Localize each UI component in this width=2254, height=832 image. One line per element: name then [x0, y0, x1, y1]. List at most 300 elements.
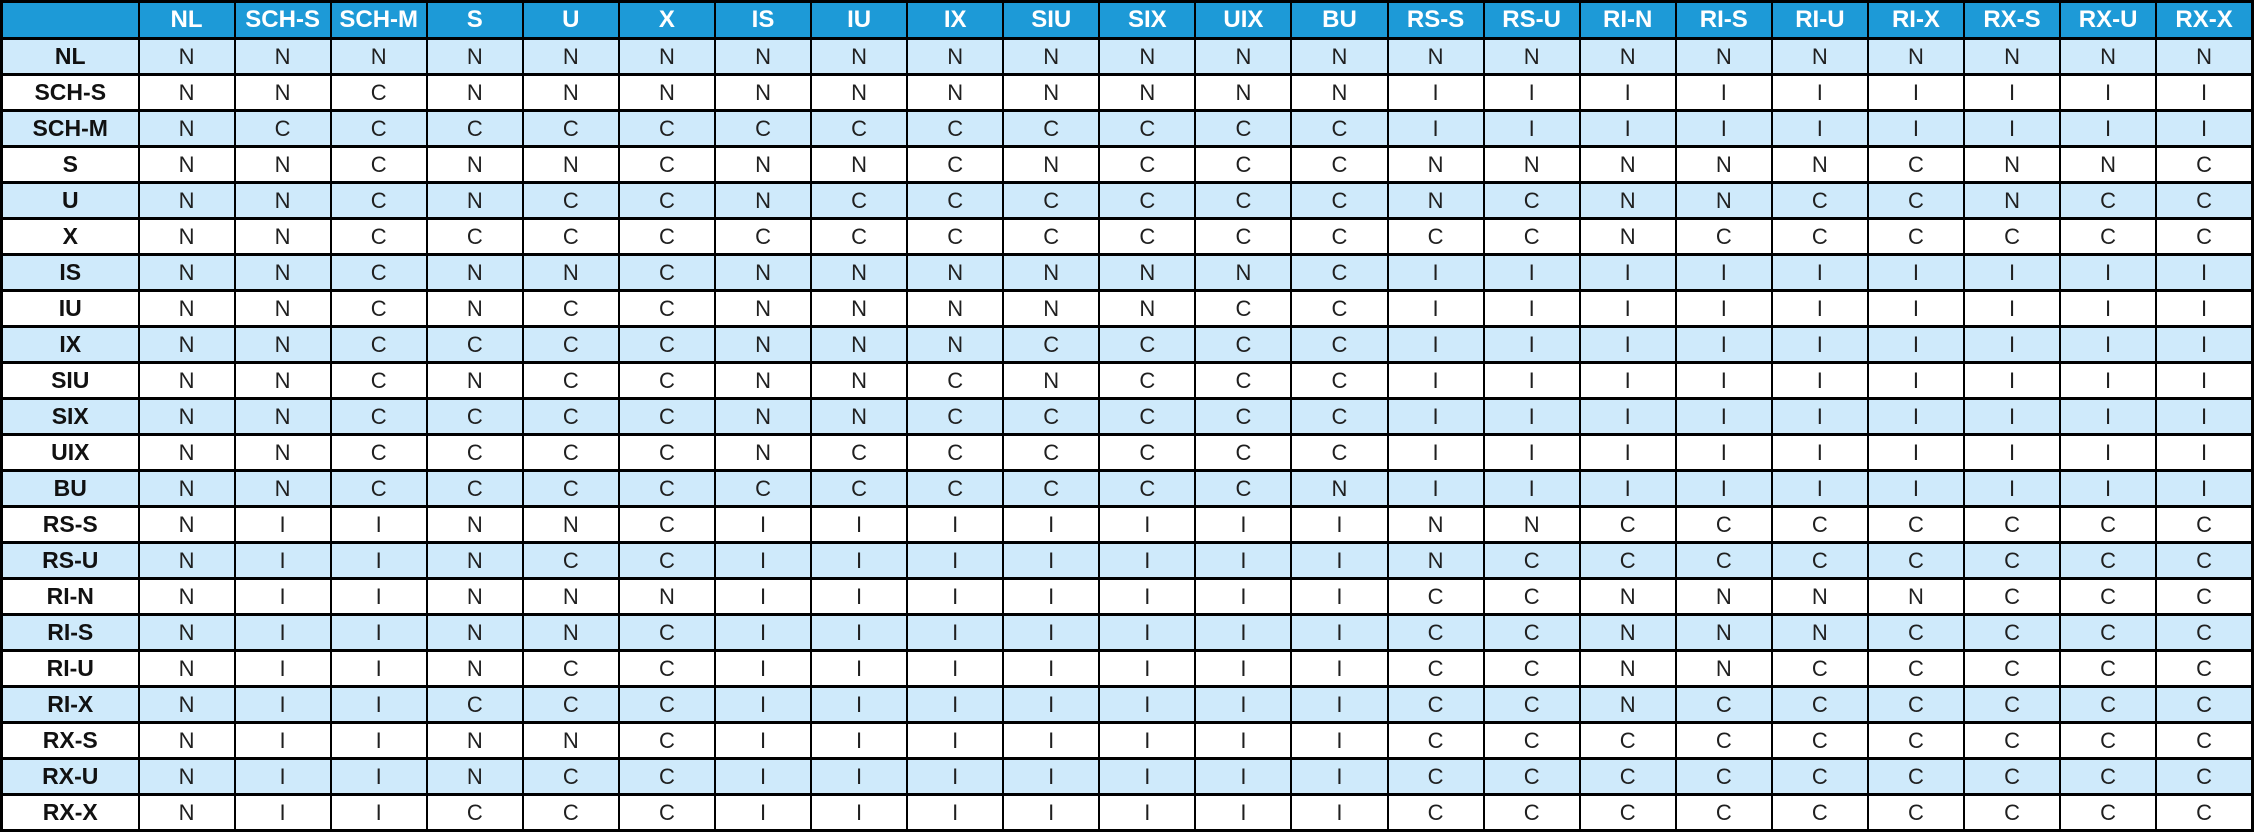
matrix-cell: I	[2156, 363, 2252, 399]
matrix-cell: N	[427, 147, 523, 183]
matrix-cell: N	[1291, 471, 1387, 507]
matrix-cell: I	[1388, 399, 1484, 435]
matrix-cell: C	[1676, 543, 1772, 579]
matrix-cell: C	[331, 471, 427, 507]
matrix-cell: I	[1772, 75, 1868, 111]
matrix-cell: N	[235, 219, 331, 255]
matrix-cell: N	[139, 687, 235, 723]
matrix-cell: N	[139, 651, 235, 687]
matrix-cell: C	[1099, 471, 1195, 507]
matrix-cell: I	[1003, 615, 1099, 651]
matrix-cell: N	[139, 147, 235, 183]
column-header-rx-x: RX-X	[2156, 2, 2252, 39]
matrix-cell: C	[2060, 687, 2156, 723]
row-header-ri-x: RI-X	[2, 687, 139, 723]
matrix-cell: I	[2060, 291, 2156, 327]
matrix-cell: I	[235, 507, 331, 543]
matrix-cell: N	[1676, 39, 1772, 75]
matrix-cell: N	[715, 75, 811, 111]
matrix-cell: I	[1003, 687, 1099, 723]
matrix-cell: C	[1484, 651, 1580, 687]
matrix-cell: N	[139, 615, 235, 651]
column-header-rs-s: RS-S	[1388, 2, 1484, 39]
matrix-cell: N	[427, 255, 523, 291]
matrix-cell: N	[139, 255, 235, 291]
matrix-cell: I	[1291, 507, 1387, 543]
matrix-cell: C	[523, 111, 619, 147]
matrix-cell: C	[1195, 219, 1291, 255]
matrix-cell: I	[811, 543, 907, 579]
matrix-cell: C	[1291, 147, 1387, 183]
matrix-cell: I	[811, 723, 907, 759]
matrix-cell: N	[1195, 75, 1291, 111]
matrix-cell: I	[1003, 543, 1099, 579]
matrix-cell: I	[907, 615, 1003, 651]
matrix-cell: N	[427, 543, 523, 579]
matrix-cell: C	[2060, 219, 2156, 255]
matrix-cell: I	[1291, 723, 1387, 759]
matrix-cell: N	[1676, 147, 1772, 183]
matrix-cell: I	[1195, 651, 1291, 687]
matrix-cell: I	[2060, 435, 2156, 471]
matrix-cell: C	[523, 471, 619, 507]
matrix-cell: N	[139, 75, 235, 111]
matrix-cell: C	[1868, 183, 1964, 219]
matrix-cell: I	[1676, 363, 1772, 399]
matrix-cell: C	[1964, 507, 2060, 543]
matrix-cell: I	[1099, 651, 1195, 687]
matrix-cell: C	[1772, 507, 1868, 543]
matrix-cell: N	[427, 723, 523, 759]
matrix-cell: I	[235, 723, 331, 759]
matrix-cell: N	[1580, 39, 1676, 75]
row-header-rs-s: RS-S	[2, 507, 139, 543]
matrix-cell: C	[619, 687, 715, 723]
matrix-cell: N	[1676, 615, 1772, 651]
matrix-cell: N	[1580, 219, 1676, 255]
matrix-cell: N	[1772, 147, 1868, 183]
matrix-cell: I	[1099, 723, 1195, 759]
matrix-cell: I	[1868, 327, 1964, 363]
matrix-row-x	[2, 219, 2253, 255]
matrix-cell: I	[907, 507, 1003, 543]
matrix-cell: C	[331, 75, 427, 111]
matrix-cell: N	[715, 399, 811, 435]
matrix-cell: I	[235, 687, 331, 723]
matrix-cell: I	[1099, 687, 1195, 723]
matrix-cell: I	[1099, 615, 1195, 651]
matrix-cell: C	[619, 435, 715, 471]
matrix-cell: N	[1964, 147, 2060, 183]
matrix-cell: I	[1099, 795, 1195, 831]
matrix-cell: N	[2060, 39, 2156, 75]
column-header-nl: NL	[139, 2, 235, 39]
matrix-cell: C	[523, 327, 619, 363]
matrix-row-siu	[2, 363, 2253, 399]
row-header-siu: SIU	[2, 363, 139, 399]
row-header-ri-s: RI-S	[2, 615, 139, 651]
matrix-cell: C	[523, 651, 619, 687]
matrix-row-rs-u	[2, 543, 2253, 579]
matrix-cell: C	[1484, 579, 1580, 615]
matrix-cell: C	[1484, 543, 1580, 579]
matrix-cell: N	[139, 39, 235, 75]
matrix-row-rx-u	[2, 759, 2253, 795]
matrix-cell: N	[1964, 183, 2060, 219]
matrix-cell: N	[1388, 543, 1484, 579]
matrix-cell: N	[235, 399, 331, 435]
matrix-cell: I	[1772, 255, 1868, 291]
matrix-cell: C	[1964, 615, 2060, 651]
matrix-cell: C	[2060, 543, 2156, 579]
matrix-cell: C	[331, 255, 427, 291]
matrix-cell: C	[1099, 327, 1195, 363]
matrix-cell: I	[1291, 687, 1387, 723]
matrix-cell: N	[235, 327, 331, 363]
matrix-cell: N	[1388, 183, 1484, 219]
matrix-cell: C	[1484, 759, 1580, 795]
matrix-cell: C	[907, 183, 1003, 219]
matrix-cell: C	[427, 219, 523, 255]
matrix-cell: C	[1099, 363, 1195, 399]
row-header-rx-s: RX-S	[2, 723, 139, 759]
matrix-cell: C	[1291, 219, 1387, 255]
matrix-cell: C	[1868, 651, 1964, 687]
matrix-cell: N	[715, 363, 811, 399]
matrix-cell: C	[1484, 723, 1580, 759]
matrix-cell: N	[907, 327, 1003, 363]
matrix-cell: C	[331, 363, 427, 399]
matrix-row-iu	[2, 291, 2253, 327]
matrix-cell: N	[1003, 39, 1099, 75]
matrix-cell: I	[1868, 435, 1964, 471]
matrix-cell: N	[1291, 75, 1387, 111]
matrix-cell: I	[1291, 615, 1387, 651]
matrix-cell: C	[331, 183, 427, 219]
matrix-cell: N	[1003, 291, 1099, 327]
matrix-cell: C	[1772, 183, 1868, 219]
matrix-cell: N	[1003, 363, 1099, 399]
matrix-cell: I	[1388, 255, 1484, 291]
matrix-cell: I	[1580, 363, 1676, 399]
column-header-siu: SIU	[1003, 2, 1099, 39]
matrix-cell: I	[907, 543, 1003, 579]
matrix-body	[2, 39, 2253, 831]
matrix-cell: C	[1388, 579, 1484, 615]
matrix-cell: C	[1003, 471, 1099, 507]
matrix-cell: C	[1868, 687, 1964, 723]
matrix-cell: I	[1388, 75, 1484, 111]
matrix-cell: I	[1195, 615, 1291, 651]
matrix-cell: C	[1099, 111, 1195, 147]
matrix-cell: C	[523, 291, 619, 327]
matrix-cell: I	[811, 579, 907, 615]
matrix-cell: I	[1964, 399, 2060, 435]
matrix-row-ix	[2, 327, 2253, 363]
matrix-cell: N	[427, 75, 523, 111]
matrix-cell: C	[1964, 687, 2060, 723]
matrix-cell: C	[907, 471, 1003, 507]
matrix-cell: N	[331, 39, 427, 75]
matrix-cell: I	[1291, 795, 1387, 831]
matrix-cell: N	[1195, 39, 1291, 75]
matrix-cell: N	[235, 183, 331, 219]
matrix-cell: I	[1676, 111, 1772, 147]
matrix-cell: I	[1772, 363, 1868, 399]
matrix-cell: C	[619, 759, 715, 795]
matrix-cell: I	[2060, 399, 2156, 435]
column-header-uix: UIX	[1195, 2, 1291, 39]
matrix-cell: I	[1964, 435, 2060, 471]
matrix-cell: C	[427, 435, 523, 471]
matrix-cell: N	[907, 291, 1003, 327]
matrix-cell: I	[1868, 111, 1964, 147]
matrix-cell: I	[811, 507, 907, 543]
matrix-cell: C	[2156, 543, 2252, 579]
matrix-cell: N	[235, 435, 331, 471]
column-header-rx-s: RX-S	[1964, 2, 2060, 39]
row-header-six: SIX	[2, 399, 139, 435]
matrix-cell: N	[811, 399, 907, 435]
matrix-cell: I	[2060, 255, 2156, 291]
matrix-cell: I	[331, 759, 427, 795]
matrix-cell: I	[907, 723, 1003, 759]
matrix-cell: I	[1676, 255, 1772, 291]
matrix-cell: C	[1195, 363, 1291, 399]
matrix-cell: I	[715, 543, 811, 579]
matrix-cell: C	[1195, 327, 1291, 363]
column-header-sch-s: SCH-S	[235, 2, 331, 39]
matrix-cell: I	[1003, 759, 1099, 795]
matrix-cell: C	[523, 687, 619, 723]
matrix-cell: N	[139, 327, 235, 363]
matrix-cell: C	[1291, 183, 1387, 219]
matrix-cell: N	[523, 75, 619, 111]
matrix-cell: C	[619, 651, 715, 687]
matrix-cell: I	[1099, 543, 1195, 579]
matrix-cell: I	[1964, 363, 2060, 399]
matrix-cell: C	[619, 291, 715, 327]
matrix-cell: I	[1580, 75, 1676, 111]
matrix-row-rx-s	[2, 723, 2253, 759]
matrix-cell: C	[1003, 183, 1099, 219]
matrix-cell: I	[811, 687, 907, 723]
matrix-cell: C	[1291, 327, 1387, 363]
row-header-sch-s: SCH-S	[2, 75, 139, 111]
matrix-cell: I	[1195, 759, 1291, 795]
matrix-cell: C	[1964, 219, 2060, 255]
matrix-header-row	[2, 2, 2253, 39]
matrix-cell: I	[1388, 363, 1484, 399]
matrix-cell: N	[139, 183, 235, 219]
matrix-cell: C	[1195, 399, 1291, 435]
matrix-cell: N	[1099, 75, 1195, 111]
matrix-cell: C	[1195, 183, 1291, 219]
column-header-ri-n: RI-N	[1580, 2, 1676, 39]
matrix-cell: C	[2156, 723, 2252, 759]
matrix-cell: C	[715, 219, 811, 255]
matrix-cell: C	[1868, 615, 1964, 651]
matrix-cell: C	[907, 399, 1003, 435]
matrix-cell: N	[139, 471, 235, 507]
matrix-cell: C	[331, 435, 427, 471]
matrix-cell: C	[427, 687, 523, 723]
matrix-cell: I	[1195, 579, 1291, 615]
matrix-cell: N	[1580, 147, 1676, 183]
matrix-cell: N	[235, 75, 331, 111]
matrix-cell: C	[2156, 651, 2252, 687]
matrix-cell: I	[235, 579, 331, 615]
matrix-cell: C	[1868, 507, 1964, 543]
matrix-cell: N	[139, 111, 235, 147]
matrix-cell: I	[1580, 399, 1676, 435]
matrix-row-nl	[2, 39, 2253, 75]
matrix-cell: C	[2156, 507, 2252, 543]
matrix-cell: C	[1868, 219, 1964, 255]
matrix-cell: N	[1868, 39, 1964, 75]
matrix-cell: C	[1964, 579, 2060, 615]
matrix-cell: C	[1388, 651, 1484, 687]
matrix-cell: N	[523, 723, 619, 759]
matrix-cell: N	[811, 255, 907, 291]
matrix-cell: N	[715, 327, 811, 363]
matrix-cell: I	[1388, 471, 1484, 507]
matrix-cell: I	[1676, 291, 1772, 327]
matrix-cell: I	[1772, 435, 1868, 471]
matrix-cell: I	[1003, 723, 1099, 759]
matrix-cell: N	[1003, 75, 1099, 111]
matrix-cell: I	[235, 543, 331, 579]
matrix-cell: N	[235, 471, 331, 507]
matrix-cell: I	[1388, 327, 1484, 363]
matrix-cell: I	[1291, 759, 1387, 795]
matrix-cell: N	[715, 435, 811, 471]
matrix-cell: C	[2060, 579, 2156, 615]
matrix-cell: N	[427, 759, 523, 795]
column-header-sch-m: SCH-M	[331, 2, 427, 39]
matrix-header	[2, 2, 2253, 39]
matrix-cell: N	[427, 579, 523, 615]
column-header-is: IS	[715, 2, 811, 39]
matrix-cell: C	[427, 399, 523, 435]
matrix-cell: I	[1291, 651, 1387, 687]
matrix-cell: I	[811, 651, 907, 687]
matrix-cell: C	[331, 111, 427, 147]
row-header-ix: IX	[2, 327, 139, 363]
matrix-cell: I	[1291, 543, 1387, 579]
matrix-cell: I	[235, 759, 331, 795]
matrix-cell: C	[1676, 219, 1772, 255]
matrix-cell: I	[1964, 471, 2060, 507]
matrix-cell: I	[1676, 327, 1772, 363]
matrix-cell: I	[907, 687, 1003, 723]
matrix-cell: N	[811, 39, 907, 75]
matrix-cell: I	[331, 723, 427, 759]
matrix-cell: I	[1964, 75, 2060, 111]
matrix-cell: C	[1099, 435, 1195, 471]
matrix-cell: N	[139, 723, 235, 759]
matrix-cell: N	[715, 147, 811, 183]
matrix-cell: C	[619, 795, 715, 831]
matrix-cell: I	[2060, 111, 2156, 147]
matrix-cell: N	[139, 291, 235, 327]
matrix-cell: N	[811, 291, 907, 327]
matrix-cell: I	[1099, 579, 1195, 615]
column-header-rs-u: RS-U	[1484, 2, 1580, 39]
matrix-cell: N	[1195, 255, 1291, 291]
matrix-cell: I	[1195, 795, 1291, 831]
matrix-cell: C	[2156, 759, 2252, 795]
matrix-cell: I	[1484, 471, 1580, 507]
matrix-cell: N	[139, 795, 235, 831]
matrix-cell: C	[1484, 795, 1580, 831]
matrix-cell: C	[1484, 687, 1580, 723]
matrix-cell: N	[1580, 579, 1676, 615]
matrix-cell: N	[235, 291, 331, 327]
matrix-cell: C	[1772, 759, 1868, 795]
matrix-cell: C	[1772, 219, 1868, 255]
row-header-sch-m: SCH-M	[2, 111, 139, 147]
matrix-cell: C	[1195, 435, 1291, 471]
matrix-cell: C	[1676, 507, 1772, 543]
row-header-is: IS	[2, 255, 139, 291]
matrix-cell: C	[619, 219, 715, 255]
matrix-cell: C	[427, 327, 523, 363]
matrix-cell: C	[907, 111, 1003, 147]
matrix-cell: C	[1772, 795, 1868, 831]
matrix-cell: N	[139, 219, 235, 255]
matrix-cell: C	[1099, 399, 1195, 435]
matrix-cell: I	[1772, 291, 1868, 327]
matrix-cell: C	[1676, 687, 1772, 723]
matrix-cell: N	[523, 255, 619, 291]
matrix-cell: I	[1868, 291, 1964, 327]
matrix-cell: C	[1195, 291, 1291, 327]
matrix-cell: I	[1676, 75, 1772, 111]
matrix-cell: I	[2060, 327, 2156, 363]
matrix-cell: N	[811, 147, 907, 183]
matrix-cell: C	[1964, 759, 2060, 795]
matrix-cell: I	[1003, 795, 1099, 831]
matrix-cell: N	[1291, 39, 1387, 75]
matrix-cell: I	[1484, 291, 1580, 327]
matrix-cell: N	[139, 507, 235, 543]
matrix-cell: I	[1484, 363, 1580, 399]
matrix-cell: C	[427, 795, 523, 831]
matrix-cell: I	[1964, 291, 2060, 327]
matrix-cell: N	[427, 363, 523, 399]
matrix-cell: N	[1388, 147, 1484, 183]
column-header-ri-u: RI-U	[1772, 2, 1868, 39]
matrix-cell: N	[523, 39, 619, 75]
matrix-cell: N	[139, 579, 235, 615]
matrix-cell: I	[235, 651, 331, 687]
corner-cell	[2, 2, 139, 39]
matrix-cell: N	[139, 399, 235, 435]
row-header-ri-n: RI-N	[2, 579, 139, 615]
matrix-cell: I	[811, 795, 907, 831]
matrix-cell: I	[1195, 507, 1291, 543]
matrix-cell: C	[1099, 183, 1195, 219]
matrix-cell: I	[331, 579, 427, 615]
matrix-cell: N	[523, 147, 619, 183]
matrix-cell: C	[619, 723, 715, 759]
matrix-cell: C	[2156, 147, 2252, 183]
matrix-cell: I	[1195, 723, 1291, 759]
matrix-cell: N	[427, 615, 523, 651]
matrix-cell: N	[427, 507, 523, 543]
matrix-cell: C	[523, 795, 619, 831]
